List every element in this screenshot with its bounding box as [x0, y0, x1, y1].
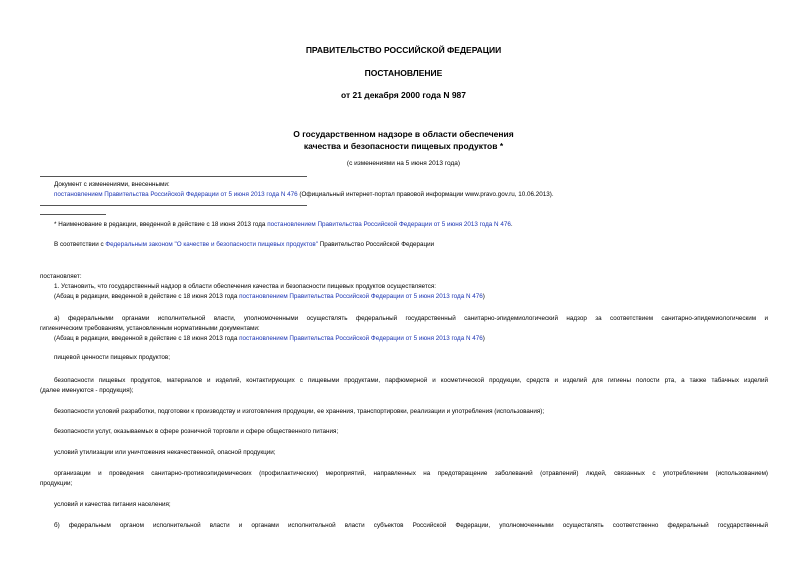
item-1: 1. Установить, что государственный надзор в области обеспечения качества и безопасности пищевых продуктов осуществляется:	[54, 283, 437, 290]
safety-item-line-2: (далее именуются - продукция);	[40, 387, 134, 394]
food-value-item: пищевой ценности пищевых продуктов;	[54, 354, 171, 361]
title-line-2: качества и безопасности пищевых продуктов *	[303, 141, 504, 151]
preamble	[54, 240, 434, 249]
preamble-tail: Правительство Российской Федерации	[317, 241, 435, 248]
amendments-note: (с изменениями на 5 июня 2013 года)	[346, 160, 461, 167]
decrees-word: постановляет:	[40, 273, 82, 280]
conditions-item: безопасности условий разработки, подготовки к производству и изготовления продукции, ее хранения, транспортировки, реализации и употребления (использования);	[54, 408, 545, 415]
edit-link-1[interactable]: постановлением Правительства Российской Федерации от 5 июня 2013 года N 476	[239, 293, 483, 300]
divider-bottom	[40, 205, 307, 206]
changes-source: (Официальный интернет-портал правовой информации www.pravo.gov.ru, 10.06.2013).	[297, 191, 554, 198]
nutrition-item: условий и качества питания населения;	[54, 501, 171, 508]
changes-reference	[54, 190, 554, 199]
measures-item-line-1: организации и проведения санитарно-противоэпидемических (профилактических) мероприятий, направленных на предотвращение заболеваний (отравлений) людей, связанных с употреблением (использованием)	[54, 470, 768, 477]
footnote-text: * Наименование в редакции, введенной в действие с 18 июня 2013 года	[54, 221, 268, 228]
footnote-rule	[40, 214, 106, 215]
footnote: * Наименование в редакции, введенной в действие с 18 июня 2013 года постановлением Правительства Российской Федерации от 5 июня 2013 года N 476.	[54, 221, 513, 228]
item-a-line-1: а) федеральными органами исполнительной власти, уполномоченными осуществлять федеральный государственный санитарно-эпидемиологический надзор за соответствием санитарно-эпидемиологическим и	[54, 315, 768, 322]
divider-top	[40, 176, 307, 177]
services-item: безопасности услуг, оказываемых в сфере розничной торговли и сфере общественного питания;	[54, 428, 339, 435]
item-a-line-2: гигиеническим требованиям, установленным нормативными документами:	[40, 325, 260, 332]
preamble-text: В соответствии с	[54, 241, 106, 248]
changes-link[interactable]: постановлением Правительства Российской Федерации от 5 июня 2013 года N 476	[54, 191, 298, 198]
federal-law-link[interactable]: Федеральным законом "О качестве и безопасности пищевых продуктов"	[105, 241, 318, 248]
document-type: ПОСТАНОВЛЕНИЕ	[364, 68, 443, 78]
footnote-link[interactable]: постановлением Правительства Российской Федерации от 5 июня 2013 года N 476	[267, 221, 511, 228]
edit-link-2[interactable]: постановлением Правительства Российской Федерации от 5 июня 2013 года N 476	[239, 335, 483, 342]
government-heading: ПРАВИТЕЛЬСТВО РОССИЙСКОЙ ФЕДЕРАЦИИ	[305, 45, 502, 55]
safety-item-line-1: безопасности пищевых продуктов, материалов и изделий, контактирующих с пищевыми продуктами, парфюмерной и косметической продукции, средств и изделий для гигиены полости рта, а также табачных изделий	[54, 377, 768, 384]
edit-note-1: (Абзац в редакции, введенной в действие с 18 июня 2013 года постановлением Правительства Российской Федерации от 5 июня 2013 года N 476)	[54, 293, 485, 300]
item-b: б) федеральным органом исполнительной власти и органами исполнительной власти субъектов Российской Федерации, уполномоченными осуществлять соответственно федеральный государственный	[54, 522, 768, 529]
edit-note-2: (Абзац в редакции, введенной в действие с 18 июня 2013 года постановлением Правительства Российской Федерации от 5 июня 2013 года N 476)	[54, 335, 485, 342]
title-line-1: О государственном надзоре в области обеспечения	[293, 129, 514, 139]
measures-item-line-2: продукции;	[40, 480, 73, 487]
changes-intro: Документ с изменениями, внесенными:	[54, 181, 170, 188]
disposal-item: условий утилизации или уничтожения некачественной, опасной продукции;	[54, 449, 276, 456]
date-and-number: от 21 декабря 2000 года N 987	[340, 90, 467, 100]
